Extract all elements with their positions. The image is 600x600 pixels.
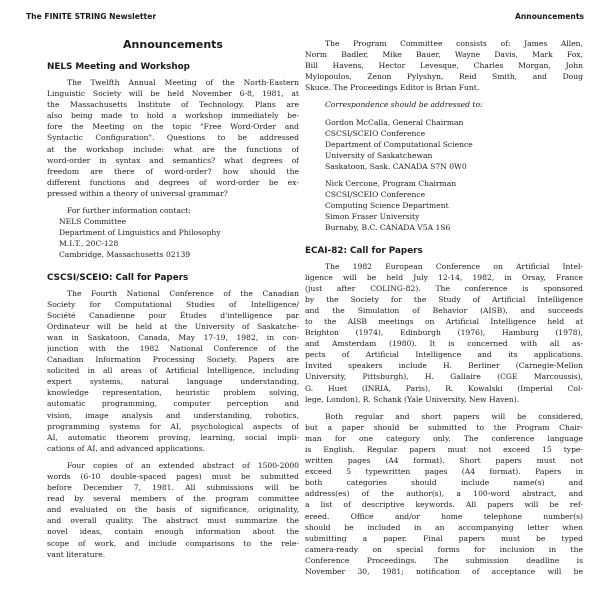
text-line: fore the Meeting on the topic "Free Word-Order and (47, 122, 299, 132)
text-line: Conference Proceedings. The submission deadline is (305, 555, 583, 565)
text-line: submitting a paper. Final papers must be typed (305, 533, 583, 543)
text-line: word-order in syntax and semantics? what degrees of (47, 155, 299, 165)
address-line: Gordon McCalla, General Chairman (325, 117, 464, 127)
text-line: cations of AI, and advanced applications. (47, 443, 206, 453)
text-line: ereed. Office and/or home telephone number(s) (305, 511, 583, 521)
text-line: and the Simulation of Behavior (AISB), and succeeds (305, 305, 583, 315)
text-line: Linguistic Society will be held November 6-8, 1981, at (47, 89, 299, 99)
text-line: and Amsterdam (1980). It is concerned with all as- (305, 339, 583, 349)
address-line: Saskatoon, Sask. CANADA S7N 0W0 (325, 161, 467, 171)
text-line: freedom are there of word-order? how should the (47, 166, 299, 176)
text-line: by the Society for the Study of Artificial Intelligence (305, 294, 583, 304)
text-line: and overall quality. The abstract must summarize the (47, 516, 299, 526)
text-line: novel ideas, contain enough information about the (47, 527, 299, 537)
text-line: before December 7, 1981. All submissions will be (47, 483, 299, 493)
text-line: Skuce. The Proceedings Editor is Brian Funt. (305, 83, 480, 93)
text-line: knowledge representation, heuristic problem solving, (47, 388, 299, 398)
text-line: Syntactic Configuration". Questions to be addressed (47, 133, 299, 143)
text-line: and evaluated on the basis of significance, originality, (47, 505, 299, 515)
text-line: Ordinateur will be held at the University of Saskatche- (47, 321, 299, 331)
committee-paragraph (305, 38, 583, 93)
contact-intro: For further information contact: (67, 206, 191, 216)
correspondence-intro: Correspondence should be addressed to: (325, 100, 483, 110)
nels-contact (47, 205, 299, 260)
text-line: address(es) of the author(s), a 100-word abstract, and (305, 489, 583, 499)
text-line: wan in Saskatoon, Canada, May 17-19, 1982, in con- (47, 332, 299, 342)
cscsi-paragraph-2 (47, 460, 299, 560)
cscsi-heading: CSCSI/SCEIO: Call for Papers (47, 272, 189, 283)
text-line: camera-ready on special forms for inclusion in the (305, 544, 583, 554)
text-line: exceed 5 typewritten pages (A4 format). Papers in (305, 467, 583, 477)
address-line: Burnaby, B.C. CANADA V5A 1S6 (325, 223, 451, 233)
text-line: Both regular and short papers will be considered, (325, 411, 583, 421)
text-line: but a paper should be submitted to the Program Chair- (305, 422, 583, 432)
nels-paragraph (47, 77, 299, 199)
text-line: automatic programming, computer perception and (47, 399, 299, 409)
text-line: the Massachusetts Institute of Technology. Plans are (47, 100, 299, 110)
text-line: The Fourth National Conference of the Canadian (67, 288, 299, 298)
nels-heading: NELS Meeting and Workshop (47, 62, 190, 72)
cscsi-paragraph-1 (47, 288, 299, 454)
ecai-paragraph-2 (305, 411, 583, 577)
text-line: pects of Artificial Intelligence and its applications. (305, 350, 583, 360)
text-line: Bill Havens, Hector Levesque, Charles Morgan, John (305, 61, 583, 71)
address-line: Department of Computational Science (325, 139, 473, 149)
text-line: Norm Badler, Mike Bauer, Wayne Davis, Mark Fox, (305, 50, 583, 60)
text-line: written pages (A4 format). Short papers must not (305, 456, 583, 466)
text-line: pressed within a theory of universal grammar? (47, 188, 228, 198)
text-line: Society for Computational Studies of Intelligence/ (47, 299, 299, 309)
text-line: November 30, 1981; notification of acceptance will be (305, 567, 583, 577)
text-line: University, Pittsburgh), H. Gallaire (CGE Marcoussis), (305, 372, 583, 382)
text-line: is English. Regular papers must not exceed 15 type- (305, 445, 583, 454)
text-line: lege, London), R. Schank (Yale University, New Haven). (305, 394, 520, 404)
contact-line: M.I.T., 20C-128 (59, 239, 119, 249)
text-line: vant literature. (47, 549, 106, 559)
text-line: solicited in all areas of Artificial Intelligence, including (47, 366, 299, 376)
text-line: The 1982 European Conference on Artificial Intel- (325, 261, 583, 271)
text-line: expert systems, natural language understanding, (47, 377, 299, 387)
text-line: (just after COLING-82). The conference is sponsored (305, 283, 583, 293)
text-line: Société Canadienne pour Études d'intelligence par (47, 310, 299, 320)
address-line: Nick Cercone, Program Chairman (325, 179, 457, 189)
text-line: different functions and degrees of word-order be ex- (47, 177, 299, 187)
address-line: CSCSI/SCEIO Conference (325, 128, 426, 138)
address-line: CSCSI/SCEIO Conference (325, 190, 426, 200)
section-label: Announcements (515, 12, 584, 21)
text-line: G. Huet (INRIA, Paris), R. Kowalski (Imperial Col- (305, 383, 583, 393)
address-line: University of Saskatchewan (325, 150, 433, 160)
contact-line: NELS Committee (59, 217, 127, 227)
text-line: The Program Committee consists of: James Allen, (325, 39, 583, 48)
text-line: AI, automatic theorem proving, learning, social impli- (47, 432, 299, 442)
text-line: also being made to hold a workshop immediately be- (47, 111, 299, 121)
text-line: Four copies of an extended abstract of 1500-2000 (67, 460, 299, 470)
text-line: to the AISB meetings on Artificial Intelligence held at (305, 316, 583, 326)
contact-line: Department of Linguistics and Philosophy (59, 228, 221, 238)
text-line: Canadian Information Processing Society. Papers are (47, 355, 299, 365)
text-line: junction with the 1982 National Conference of the (47, 343, 299, 353)
left-column (47, 38, 299, 566)
address-line: Simon Fraser University (325, 212, 420, 222)
right-column (305, 38, 583, 583)
text-line: ligence will be held July 12-14, 1982, in Orsay, France (305, 272, 583, 282)
text-line: Mylopoulos, Zenon Pylyshyn, Reid Smith, and Doug (305, 72, 583, 82)
page-title: Announcements (123, 38, 223, 51)
text-line: words (6-10 double-spaced pages) must be submitted (47, 472, 299, 481)
ecai-heading: ECAI-82: Call for Papers (305, 245, 423, 256)
text-line: should be included in an accompanying letter when (305, 522, 583, 532)
text-line: Invited speakers include H. Berliner (Carnegie-Mellon (305, 361, 583, 371)
text-line: The Twelfth Annual Meeting of the North-Eastern (67, 78, 299, 87)
text-line: both categories should include name(s) and (305, 478, 583, 488)
contact-line: Cambridge, Massachusetts 02139 (59, 250, 191, 260)
newsletter-title: The FINITE STRING Newsletter (26, 12, 157, 21)
correspondence (305, 99, 583, 233)
text-line: man for one category only. The conference language (305, 433, 583, 443)
text-line: at the workshop include: what are the functions of (47, 144, 299, 154)
text-line: programming systems for AI, psychological aspects of (47, 421, 299, 431)
text-line: Brighton (1974), Edinburgh (1976), Hamburg (1978), (305, 328, 583, 338)
ecai-paragraph-1 (305, 261, 583, 405)
text-line: vision, image analysis and understanding, robotics, (47, 410, 299, 420)
address-line: Computing Science Department (325, 201, 449, 211)
text-line: read by several members of the program committee (47, 494, 299, 504)
text-line: a list of descriptive keywords. All papers will be ref- (305, 500, 583, 510)
text-line: scope of work, and include comparisons to the rele- (47, 538, 299, 548)
